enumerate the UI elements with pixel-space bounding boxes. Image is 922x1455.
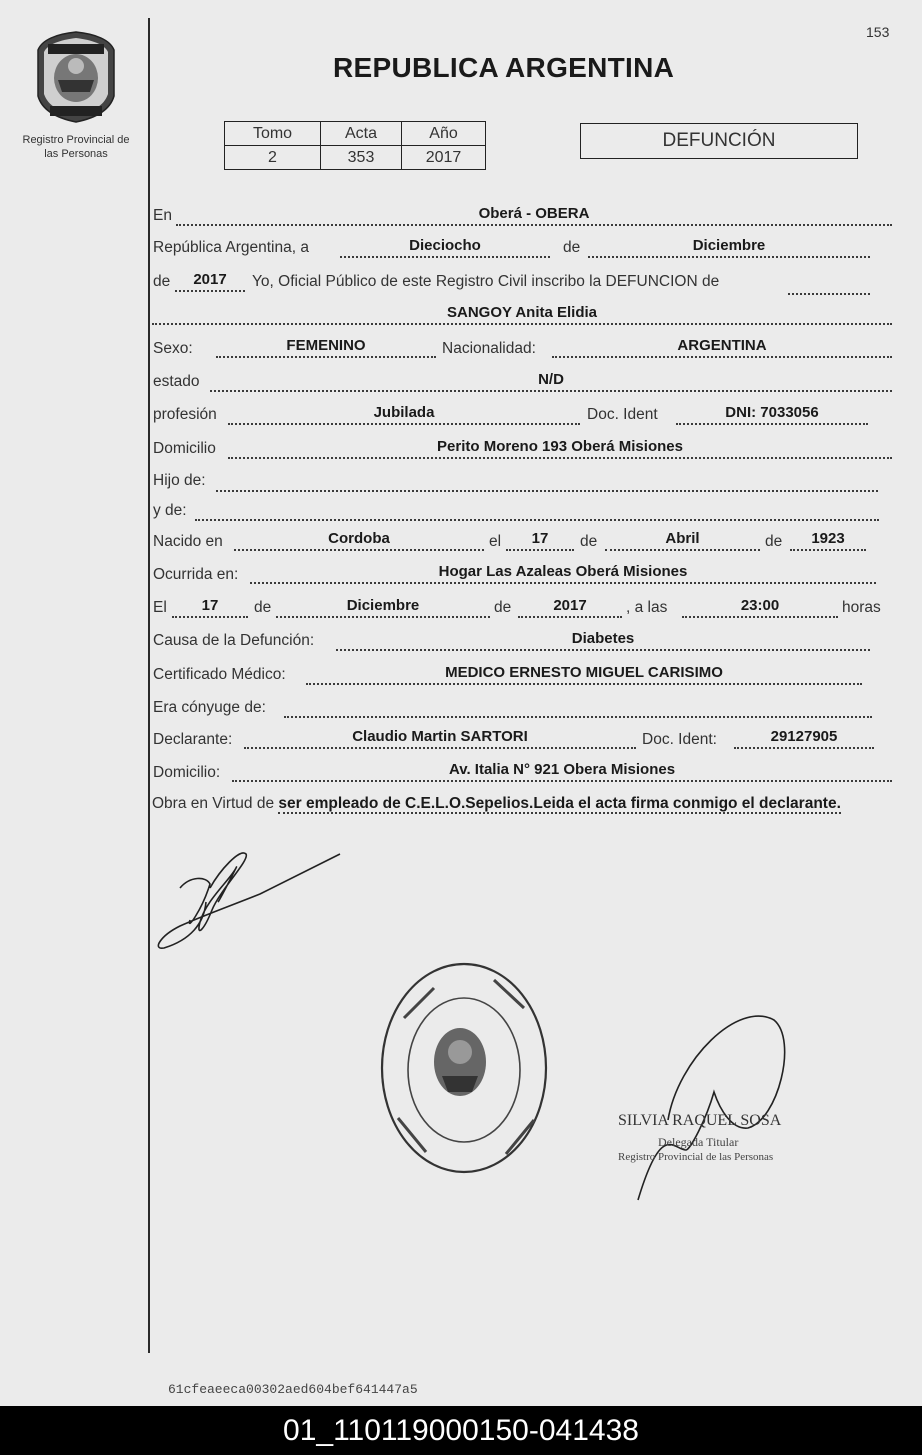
- document-hash: 61cfeaeeca00302aed604bef641447a5: [168, 1382, 418, 1397]
- registry-line-1: Registro Provincial de: [22, 134, 130, 146]
- label-conyuge: Era cónyuge de:: [153, 699, 266, 716]
- left-margin-rule: [148, 18, 150, 1353]
- label-sexo: Sexo:: [153, 340, 193, 357]
- obra-paragraph: [152, 792, 892, 815]
- field-certificado: MEDICO ERNESTO MIGUEL CARISIMO: [306, 665, 862, 685]
- label-ocurrida-en: Ocurrida en:: [153, 566, 239, 583]
- field-lugar: Oberá - OBERA: [176, 206, 892, 226]
- field-hora: 23:00: [682, 598, 838, 618]
- header-tomo: Tomo: [225, 122, 321, 146]
- label-el-cap: El: [153, 599, 167, 616]
- field-continuation: [788, 275, 870, 295]
- label-de-6: de: [494, 599, 512, 616]
- field-nac-dia: 17: [506, 531, 574, 551]
- value-anio: 2017: [402, 146, 486, 170]
- label-nacionalidad: Nacionalidad:: [442, 340, 536, 357]
- field-profesion: Jubilada: [228, 405, 580, 425]
- label-declarante: Declarante:: [153, 731, 233, 748]
- field-nacido-en: Cordoba: [234, 531, 484, 551]
- label-republica: República Argentina, a: [153, 239, 309, 256]
- registry-line-2: las Personas: [44, 148, 108, 160]
- label-de-5: de: [254, 599, 272, 616]
- signature-name: SILVIA RAQUEL SOSA: [618, 1112, 782, 1129]
- label-de-4: de: [765, 533, 783, 550]
- field-nombre: SANGOY Anita Elidia: [152, 305, 892, 325]
- label-certificado: Certificado Médico:: [153, 666, 286, 683]
- field-anio: 2017: [175, 272, 245, 292]
- field-declarante: Claudio Martin SARTORI: [244, 729, 636, 749]
- label-de-1: de: [563, 239, 581, 256]
- label-doc-ident: Doc. Ident: [587, 406, 658, 423]
- field-nac-mes: Abril: [605, 531, 760, 551]
- value-acta: 353: [321, 146, 402, 170]
- field-obra: ser empleado de C.E.L.O.Sepelios.Leida el acta firma conmigo el declarante.: [278, 795, 841, 812]
- field-nac-anio: 1923: [790, 531, 866, 551]
- misiones-seal-icon: [34, 30, 118, 124]
- value-tomo: 2: [225, 146, 321, 170]
- field-domicilio: Perito Moreno 193 Oberá Misiones: [228, 439, 892, 459]
- field-declarante-doc: 29127905: [734, 729, 874, 749]
- page-title: REPUBLICA ARGENTINA: [333, 52, 675, 83]
- label-obra: Obra en Virtud de: [152, 795, 275, 812]
- field-nacionalidad: ARGENTINA: [552, 338, 892, 358]
- header-anio: Año: [402, 122, 486, 146]
- label-el: el: [489, 533, 502, 550]
- field-dni: DNI: 7033056: [676, 405, 868, 425]
- official-stamp-icon: [374, 958, 554, 1178]
- label-nacido-en: Nacido en: [153, 533, 223, 550]
- label-profesion: profesión: [153, 406, 217, 423]
- page-number: 153: [866, 24, 890, 40]
- field-def-anio: 2017: [518, 598, 622, 618]
- label-doc-ident-2: Doc. Ident:: [642, 731, 717, 748]
- table-header-row: [225, 122, 486, 146]
- field-def-mes: Diciembre: [276, 598, 490, 618]
- table-row: [225, 146, 486, 170]
- label-a-las: , a las: [626, 599, 668, 616]
- field-dia: Dieciocho: [340, 238, 550, 258]
- label-causa: Causa de la Defunción:: [153, 632, 315, 649]
- field-declarante-domicilio: Av. Italia N° 921 Obera Misiones: [232, 762, 892, 782]
- label-domicilio: Domicilio: [153, 440, 216, 457]
- footer-id-bar: 01_110119000150-041438: [0, 1406, 922, 1455]
- registrar-signature-icon: [628, 1000, 788, 1210]
- field-def-dia: 17: [172, 598, 248, 618]
- field-estado: N/D: [210, 372, 892, 392]
- label-domicilio-2: Domicilio:: [153, 764, 221, 781]
- field-mes: Diciembre: [588, 238, 870, 258]
- signature-org: Registro Provincial de las Personas: [618, 1151, 774, 1163]
- field-hijo-de: [216, 472, 878, 492]
- field-conyuge: [284, 698, 872, 718]
- declarant-signature-icon: [150, 840, 350, 955]
- signature-role: Delegada Titular: [658, 1135, 739, 1149]
- field-ocurrida-en: Hogar Las Azaleas Oberá Misiones: [250, 564, 876, 584]
- label-de-2: de: [153, 273, 171, 290]
- book-reference-table: [224, 121, 486, 170]
- label-estado: estado: [153, 373, 200, 390]
- label-hijo-de: Hijo de:: [153, 472, 206, 489]
- field-causa: Diabetes: [336, 631, 870, 651]
- label-horas: horas: [842, 599, 881, 616]
- label-yo-oficial: Yo, Oficial Público de este Registro Civil inscribo la DEFUNCION de: [252, 273, 720, 290]
- registry-label: [12, 133, 140, 161]
- label-y-de: y de:: [153, 502, 187, 519]
- field-y-de: [195, 501, 879, 521]
- field-sexo: FEMENINO: [216, 338, 436, 358]
- label-de-3: de: [580, 533, 598, 550]
- document-type-box: DEFUNCIÓN: [580, 123, 858, 159]
- label-en: En: [153, 207, 172, 224]
- header-acta: Acta: [321, 122, 402, 146]
